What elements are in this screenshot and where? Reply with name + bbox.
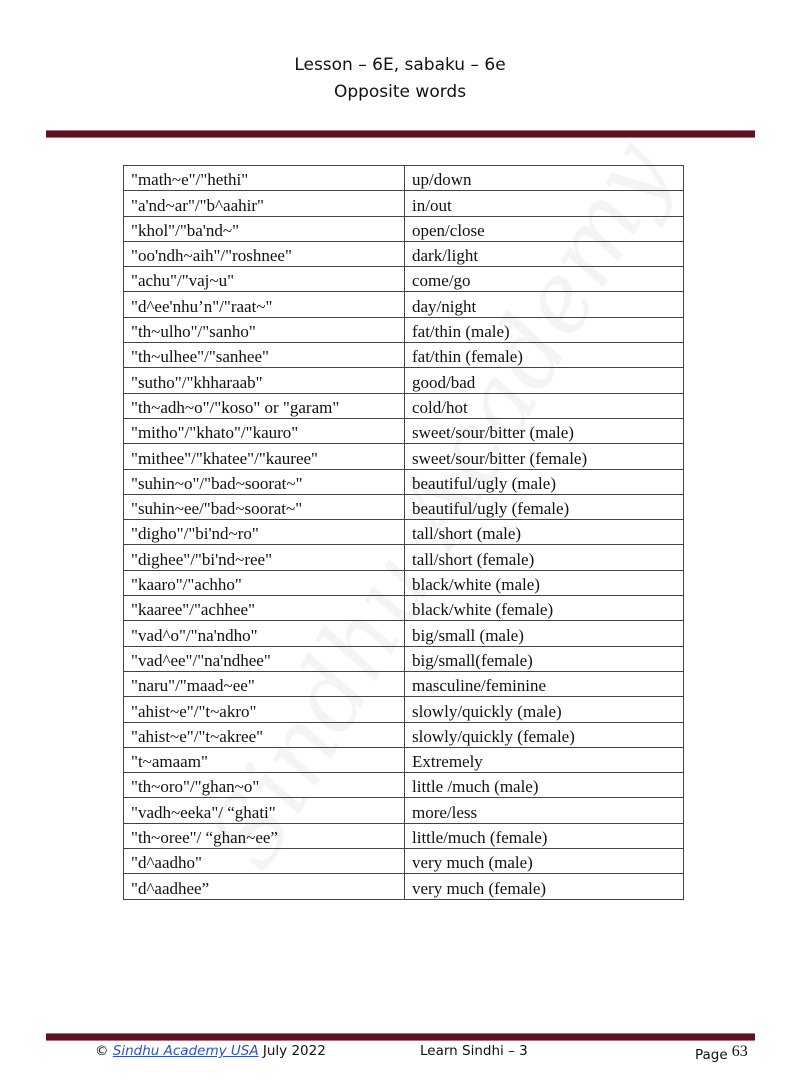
sindhi-word-pair: "mitho"/"khato"/"kauro" <box>124 418 405 443</box>
table-row <box>124 621 684 646</box>
english-meaning: fat/thin (male) <box>405 317 684 342</box>
table-row <box>124 646 684 671</box>
sindhi-word-pair: "suhin~ee/"bad~soorat~" <box>124 494 405 519</box>
table-row <box>124 570 684 595</box>
sindhi-word-pair: "d^aadho" <box>124 849 405 874</box>
table-row <box>124 773 684 798</box>
footer-course: Learn Sindhi – 3 <box>420 1043 528 1059</box>
english-meaning: open/close <box>405 216 684 241</box>
sindhi-word-pair: "th~oree"/ “ghan~ee” <box>124 823 405 848</box>
english-meaning: slowly/quickly (male) <box>405 697 684 722</box>
sindhi-word-pair: "vadh~eeka"/ “ghati" <box>124 798 405 823</box>
table-row <box>124 267 684 292</box>
lesson-title: Lesson – 6E, sabaku – 6e <box>294 55 506 75</box>
table-row <box>124 798 684 823</box>
english-meaning: big/small (male) <box>405 621 684 646</box>
english-meaning: good/bad <box>405 368 684 393</box>
table-row <box>124 494 684 519</box>
sindhu-academy-link[interactable]: Sindhu Academy USA <box>112 1043 259 1059</box>
english-meaning: dark/light <box>405 241 684 266</box>
table-row <box>124 697 684 722</box>
sindhi-word-pair: "kaaro"/"achho" <box>124 570 405 595</box>
footer-copyright <box>95 1043 326 1059</box>
page-number: 63 <box>731 1043 748 1060</box>
english-meaning: very much (female) <box>405 874 684 899</box>
page-indicator <box>695 1043 748 1064</box>
english-meaning: sweet/sour/bitter (female) <box>405 444 684 469</box>
english-meaning: fat/thin (female) <box>405 343 684 368</box>
lesson-subtitle: Opposite words <box>333 82 467 102</box>
sindhi-word-pair: "dighee"/"bi'nd~ree" <box>124 545 405 570</box>
sindhi-word-pair: "oo'ndh~aih"/"roshnee" <box>124 241 405 266</box>
table-row <box>124 166 684 191</box>
english-meaning: beautiful/ugly (male) <box>405 469 684 494</box>
table-row <box>124 596 684 621</box>
english-meaning: black/white (female) <box>405 596 684 621</box>
sindhi-word-pair: "d^ee'nhu’n"/"raat~" <box>124 292 405 317</box>
sindhi-word-pair: "vad^ee"/"na'ndhee" <box>124 646 405 671</box>
english-meaning: tall/short (male) <box>405 520 684 545</box>
english-meaning: cold/hot <box>405 393 684 418</box>
sindhi-word-pair: "th~ulho"/"sanho" <box>124 317 405 342</box>
sindhi-word-pair: "mithee"/"khatee"/"kauree" <box>124 444 405 469</box>
sindhi-word-pair: "t~amaam" <box>124 747 405 772</box>
sindhi-word-pair: "vad^o"/"na'ndho" <box>124 621 405 646</box>
sindhi-word-pair: "th~ulhee"/"sanhee" <box>124 343 405 368</box>
english-meaning: very much (male) <box>405 849 684 874</box>
english-meaning: masculine/feminine <box>405 671 684 696</box>
english-meaning: little /much (male) <box>405 773 684 798</box>
table-row <box>124 393 684 418</box>
table-row <box>124 241 684 266</box>
english-meaning: slowly/quickly (female) <box>405 722 684 747</box>
header-divider <box>46 130 755 138</box>
page-footer <box>0 1043 800 1067</box>
table-row <box>124 418 684 443</box>
sindhi-word-pair: "achu"/"vaj~u" <box>124 267 405 292</box>
english-meaning: big/small(female) <box>405 646 684 671</box>
table-row <box>124 216 684 241</box>
sindhi-word-pair: "kaaree"/"achhee" <box>124 596 405 621</box>
english-meaning: beautiful/ugly (female) <box>405 494 684 519</box>
table-row <box>124 368 684 393</box>
sindhi-word-pair: "ahist~e"/"t~akro" <box>124 697 405 722</box>
english-meaning: little/much (female) <box>405 823 684 848</box>
table-row <box>124 874 684 899</box>
english-meaning: more/less <box>405 798 684 823</box>
footer-date: July 2022 <box>262 1043 326 1059</box>
english-meaning: Extremely <box>405 747 684 772</box>
sindhi-word-pair: "suhin~o"/"bad~soorat~" <box>124 469 405 494</box>
table-row <box>124 444 684 469</box>
page-header <box>0 52 800 106</box>
sindhi-word-pair: "sutho"/"khharaab" <box>124 368 405 393</box>
table-row <box>124 823 684 848</box>
sindhi-word-pair: "math~e"/"hethi" <box>124 166 405 191</box>
table-row <box>124 671 684 696</box>
sindhi-word-pair: "th~oro"/"ghan~o" <box>124 773 405 798</box>
sindhi-word-pair: "ahist~e"/"t~akree" <box>124 722 405 747</box>
table-row <box>124 317 684 342</box>
english-meaning: black/white (male) <box>405 570 684 595</box>
english-meaning: day/night <box>405 292 684 317</box>
english-meaning: tall/short (female) <box>405 545 684 570</box>
table-row <box>124 292 684 317</box>
copyright-symbol: © <box>95 1043 109 1059</box>
table-row <box>124 545 684 570</box>
footer-divider <box>46 1033 755 1041</box>
sindhi-word-pair: "digho"/"bi'nd~ro" <box>124 520 405 545</box>
sindhi-word-pair: "khol"/"ba'nd~" <box>124 216 405 241</box>
table-row <box>124 747 684 772</box>
sindhi-word-pair: "d^aadhee” <box>124 874 405 899</box>
english-meaning: up/down <box>405 166 684 191</box>
table-row <box>124 469 684 494</box>
table-row <box>124 191 684 216</box>
table-row <box>124 343 684 368</box>
page-label: Page <box>695 1047 728 1063</box>
english-meaning: in/out <box>405 191 684 216</box>
sindhi-word-pair: "th~adh~o"/"koso" or "garam" <box>124 393 405 418</box>
english-meaning: sweet/sour/bitter (male) <box>405 418 684 443</box>
table-row <box>124 849 684 874</box>
table-row <box>124 722 684 747</box>
table-row <box>124 520 684 545</box>
opposite-words-table <box>123 165 684 900</box>
english-meaning: come/go <box>405 267 684 292</box>
sindhi-word-pair: "a'nd~ar"/"b^aahir" <box>124 191 405 216</box>
sindhi-word-pair: "naru"/"maad~ee" <box>124 671 405 696</box>
